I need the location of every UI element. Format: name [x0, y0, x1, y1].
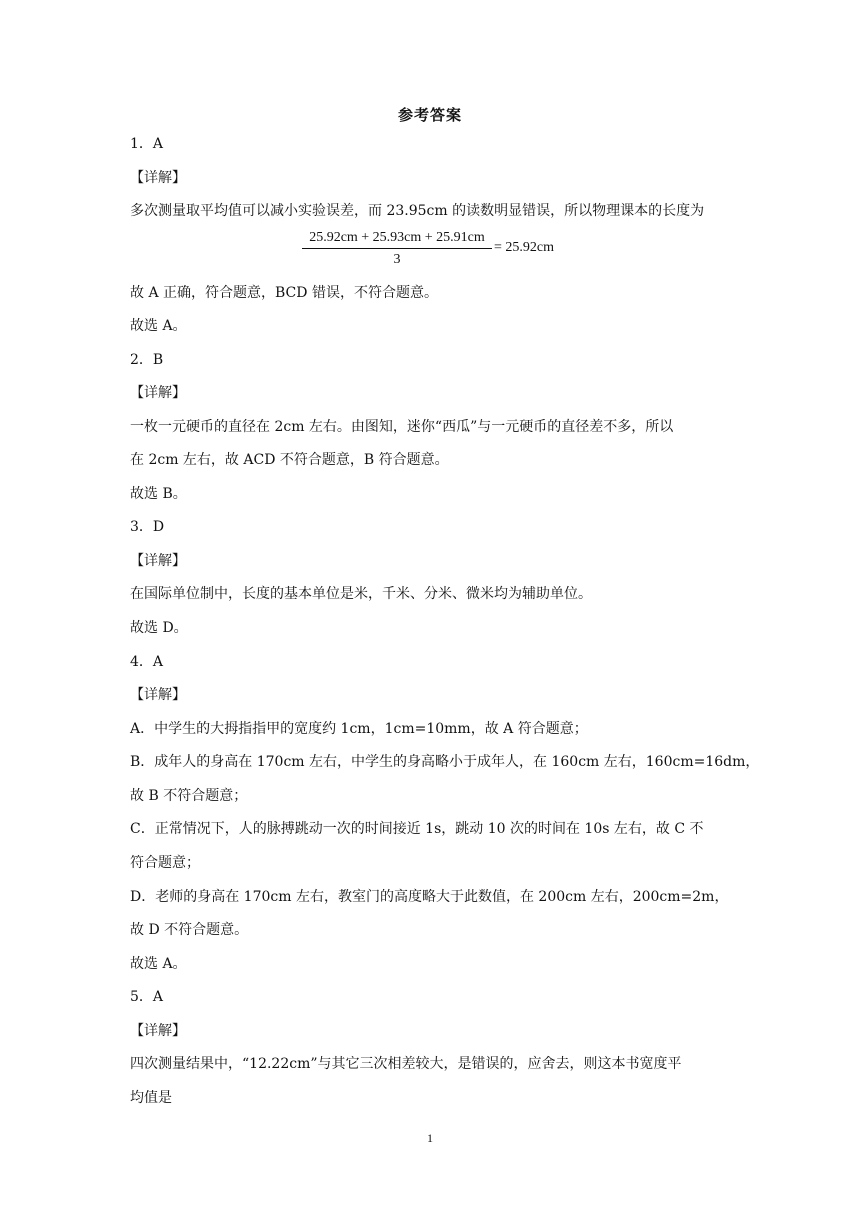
- average-formula: [302, 230, 602, 270]
- formula-result: = 25.92cm: [494, 240, 554, 255]
- answer-number: 5．A: [130, 989, 164, 1005]
- choice-line: 故选 D。: [130, 620, 188, 636]
- detail-heading: 【详解】: [130, 553, 186, 569]
- paragraph-line: C．正常情况下，人的脉搏跳动一次的时间接近 1s，跳动 10 次的时间在 10s 左右，故 C 不: [130, 821, 704, 837]
- choice-line: 故选 A。: [130, 956, 187, 972]
- paragraph-line: 一枚一元硬币的直径在 2cm 左右。由图知，迷你“西瓜”与一元硬币的直径差不多，所以: [130, 419, 674, 435]
- paragraph-line: A．中学生的大拇指指甲的宽度约 1cm，1cm=10mm，故 A 符合题意；: [130, 721, 588, 737]
- paragraph-line: B．成年人的身高在 170cm 左右，中学生的身高略小于成年人，在 160cm 左右，160cm=16dm，: [130, 754, 760, 770]
- paragraph-line: D．老师的身高在 170cm 左右，教室门的高度略大于此数值，在 200cm 左右，200cm=2m，: [130, 889, 729, 905]
- choice-line: 故选 B。: [130, 486, 187, 502]
- detail-heading: 【详解】: [130, 170, 186, 186]
- page-title: 参考答案: [397, 106, 462, 124]
- formula-denominator: 3: [393, 252, 401, 267]
- answer-number: 1．A: [130, 136, 164, 152]
- paragraph-line: 在 2cm 左右，故 ACD 不符合题意，B 符合题意。: [130, 452, 449, 468]
- paragraph-line: 四次测量结果中，“12.22cm”与其它三次相差较大，是错误的，应舍去，则这本书宽度平: [130, 1056, 682, 1072]
- paragraph-line: 多次测量取平均值可以减小实验误差，而 23.95cm 的读数明显错误，所以物理课本的长度为: [130, 203, 705, 219]
- detail-heading: 【详解】: [130, 687, 186, 703]
- answer-number: 3．D: [130, 519, 165, 535]
- page-number: 1: [427, 1131, 433, 1145]
- formula-fraction: [302, 230, 492, 268]
- answer-number: 4．A: [130, 654, 164, 670]
- paragraph-line: 故 A 正确，符合题意，BCD 错误，不符合题意。: [130, 285, 438, 301]
- paragraph-line: 符合题意；: [130, 855, 200, 871]
- answer-number: 2．B: [130, 352, 164, 368]
- detail-heading: 【详解】: [130, 1023, 186, 1039]
- formula-numerator: 25.92cm + 25.93cm + 25.91cm: [309, 230, 485, 245]
- paragraph-line: 均值是: [130, 1090, 172, 1106]
- detail-heading: 【详解】: [130, 385, 186, 401]
- choice-line: 故选 A。: [130, 318, 187, 334]
- paragraph-line: 故 B 不符合题意；: [130, 788, 248, 804]
- paragraph-line: 故 D 不符合题意。: [130, 922, 249, 938]
- paragraph-line: 在国际单位制中，长度的基本单位是米，千米、分米、微米均为辅助单位。: [130, 586, 592, 602]
